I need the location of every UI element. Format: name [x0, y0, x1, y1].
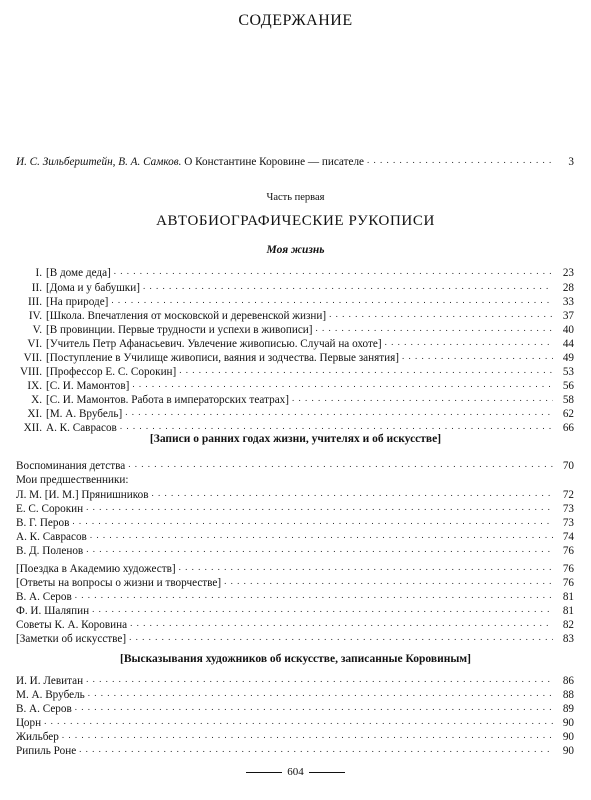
- leader-dots: [75, 701, 553, 714]
- toc-row-page: 37: [562, 310, 574, 322]
- toc-row-page: 89: [562, 703, 574, 715]
- toc-row[interactable]: [16, 743, 574, 758]
- toc-row[interactable]: [16, 575, 574, 590]
- leader-dots: [179, 364, 553, 377]
- toc-row[interactable]: [16, 543, 574, 558]
- toc-row-number: VIII.: [19, 366, 42, 378]
- section-heading-notes: [Записи о ранних годах жизни, учителях и об искусстве]: [149, 433, 442, 445]
- toc-row-label: Рипиль Роне: [16, 745, 77, 757]
- leader-dots: [92, 603, 553, 616]
- toc-row-page: 81: [562, 605, 574, 617]
- leader-dots: [143, 280, 553, 293]
- toc-row-number: II.: [31, 282, 42, 294]
- toc-row-label: [Заметки об искусстве]: [16, 633, 127, 645]
- toc-row-page: 76: [562, 563, 574, 575]
- toc-row-label: М. А. Врубель: [16, 689, 85, 701]
- toc-row-number: VI.: [27, 338, 42, 350]
- toc-row-label: Советы К. А. Коровина: [16, 619, 128, 631]
- leader-dots: [224, 575, 553, 588]
- toc-row-page: 90: [562, 717, 574, 729]
- toc-intro-page: 3: [568, 156, 574, 168]
- leader-dots: [72, 515, 553, 528]
- toc-row-label: [С. И. Мамонтов]: [46, 380, 130, 392]
- page-number: 604: [287, 766, 304, 778]
- toc-row-label: [Поступление в Училище живописи, ваяния и зодчества. Первые занятия]: [46, 352, 399, 364]
- toc-row-label: Л. М. [И. М.] Прянишников: [16, 489, 149, 501]
- leader-dots: [179, 561, 553, 574]
- leader-dots: [79, 743, 553, 756]
- toc-row-page: 86: [562, 675, 574, 687]
- leader-dots: [114, 265, 553, 278]
- toc-row-page: 70: [562, 460, 574, 472]
- leader-dots: [292, 392, 553, 405]
- toc-row-page: 90: [562, 731, 574, 743]
- toc-row-label: Цорн: [16, 717, 42, 729]
- toc-row[interactable]: [16, 687, 574, 702]
- toc-row[interactable]: [16, 392, 574, 407]
- toc-row-page: 62: [562, 408, 574, 420]
- toc-row-label: В. А. Серов: [16, 591, 72, 603]
- toc-row-page: 53: [562, 366, 574, 378]
- toc-row-page: 82: [562, 619, 574, 631]
- toc-row-page: 73: [562, 503, 574, 515]
- toc-row-label: [На природе]: [46, 296, 109, 308]
- toc-row-label: [Дома и у бабушки]: [46, 282, 140, 294]
- toc-row-label: [С. И. Мамонтов. Работа в императорских театрах]: [46, 394, 289, 406]
- footer-rule-right: [309, 772, 345, 773]
- toc-row-number: IV.: [28, 310, 42, 322]
- toc-row-label: Е. С. Сорокин: [16, 503, 84, 515]
- toc-row[interactable]: [16, 729, 574, 744]
- toc-row-label: Ф. И. Шаляпин: [16, 605, 90, 617]
- toc-row-page: 56: [562, 380, 574, 392]
- toc-row-label: И. И. Левитан: [16, 675, 84, 687]
- toc-row-page: 76: [562, 545, 574, 557]
- toc-row-label: [Поездка в Академию художеств]: [16, 563, 176, 575]
- toc-intro-row[interactable]: [16, 154, 574, 169]
- toc-row[interactable]: [16, 350, 574, 365]
- toc-row-page: 40: [562, 324, 574, 336]
- leader-dots: [44, 715, 553, 728]
- toc-row-number: IX.: [27, 380, 42, 392]
- leader-dots: [125, 406, 553, 419]
- toc-row-page: 73: [562, 517, 574, 529]
- leader-dots: [128, 458, 553, 471]
- toc-row-page: 76: [562, 577, 574, 589]
- leader-dots: [316, 322, 554, 335]
- toc-row-label: Воспоминания детства: [16, 460, 126, 472]
- toc-row-page: 90: [562, 745, 574, 757]
- page-title: СОДЕРЖАНИЕ: [238, 12, 353, 29]
- toc-row-page: 58: [562, 394, 574, 406]
- predecessors-heading: Мои предшественники:: [16, 474, 129, 486]
- toc-row[interactable]: [16, 515, 574, 530]
- toc-row[interactable]: [16, 322, 574, 337]
- section-heading-sayings: [Высказывания художников об искусстве, записанные Коровиным]: [120, 653, 471, 665]
- toc-row[interactable]: [16, 364, 574, 379]
- leader-dots: [90, 529, 553, 542]
- toc-row-number: XII.: [23, 422, 42, 434]
- leader-dots: [152, 487, 553, 500]
- leader-dots: [329, 308, 553, 321]
- toc-row[interactable]: [16, 458, 574, 473]
- page-footer: [0, 766, 591, 778]
- leader-dots: [120, 420, 553, 433]
- toc-intro-label: [16, 156, 364, 169]
- toc-row[interactable]: [16, 265, 574, 280]
- part-label: Часть первая: [266, 192, 325, 203]
- toc-row-page: 23: [562, 267, 574, 279]
- toc-row-label: [М. А. Врубель]: [46, 408, 123, 420]
- toc-row-number: V.: [32, 324, 42, 336]
- toc-row[interactable]: [16, 487, 574, 502]
- leader-dots: [62, 729, 553, 742]
- toc-row[interactable]: [16, 617, 574, 632]
- toc-row-number: XI.: [27, 408, 42, 420]
- toc-row-label: Жильбер: [16, 731, 59, 743]
- part-title: АВТОБИОГРАФИЧЕСКИЕ РУКОПИСИ: [156, 213, 435, 229]
- leader-dots: [111, 294, 553, 307]
- toc-row-label: [Учитель Петр Афанасьевич. Увлечение живописью. Случай на охоте]: [46, 338, 382, 350]
- leader-dots: [86, 673, 553, 686]
- toc-row-label: [Школа. Впечатления от московской и деревенской жизни]: [46, 310, 327, 322]
- toc-row-page: 66: [562, 422, 574, 434]
- leader-dots: [130, 617, 553, 630]
- leader-dots: [75, 589, 553, 602]
- toc-row-number: III.: [28, 296, 42, 308]
- toc-row-page: 88: [562, 689, 574, 701]
- toc-row-number: I.: [35, 267, 42, 279]
- toc-row[interactable]: [16, 308, 574, 323]
- leader-dots: [385, 336, 553, 349]
- toc-row-label: В. Д. Поленов: [16, 545, 84, 557]
- toc-row-page: 81: [562, 591, 574, 603]
- toc-row[interactable]: [16, 673, 574, 688]
- toc-row[interactable]: [16, 501, 574, 516]
- leader-dots: [86, 543, 553, 556]
- toc-intro-text: О Константине Коровине — писателе: [184, 156, 365, 168]
- toc-row-page: 74: [562, 531, 574, 543]
- toc-row-label: [Профессор Е. С. Сорокин]: [46, 366, 177, 378]
- toc-row-label: В. А. Серов: [16, 703, 72, 715]
- toc-row[interactable]: [16, 406, 574, 421]
- toc-row[interactable]: [16, 631, 574, 646]
- toc-row-number: X.: [31, 394, 42, 406]
- toc-row-label: В. Г. Перов: [16, 517, 70, 529]
- toc-row-page: 83: [562, 633, 574, 645]
- toc-row-label: [В доме деда]: [46, 267, 111, 279]
- toc-row-page: 44: [562, 338, 574, 350]
- toc-row[interactable]: [16, 378, 574, 393]
- toc-row-label: А. К. Саврасов: [46, 422, 117, 434]
- toc-intro-authors: И. С. Зильберштейн, В. А. Самков.: [16, 156, 182, 168]
- toc-row-number: VII.: [23, 352, 42, 364]
- toc-row[interactable]: [16, 529, 574, 544]
- toc-row[interactable]: [16, 294, 574, 309]
- toc-row[interactable]: [16, 280, 574, 295]
- leader-dots: [129, 631, 553, 644]
- leader-dots: [367, 154, 553, 167]
- leader-dots: [402, 350, 553, 363]
- toc-row-label: [Ответы на вопросы о жизни и творчестве]: [16, 577, 222, 589]
- leader-dots: [86, 501, 553, 514]
- section-heading-my-life: Моя жизнь: [266, 244, 325, 256]
- toc-row[interactable]: [16, 603, 574, 618]
- toc-row-page: 49: [562, 352, 574, 364]
- toc-row[interactable]: [16, 336, 574, 351]
- footer-rule-left: [246, 772, 282, 773]
- toc-row-page: 28: [562, 282, 574, 294]
- toc-row-page: 33: [562, 296, 574, 308]
- leader-dots: [88, 687, 553, 700]
- toc-row[interactable]: [16, 561, 574, 576]
- toc-row-page: 72: [562, 489, 574, 501]
- toc-row[interactable]: [16, 715, 574, 730]
- toc-row[interactable]: [16, 701, 574, 716]
- toc-row-label: А. К. Саврасов: [16, 531, 87, 543]
- leader-dots: [132, 378, 553, 391]
- toc-row-label: [В провинции. Первые трудности и успехи в живописи]: [46, 324, 313, 336]
- toc-row[interactable]: [16, 589, 574, 604]
